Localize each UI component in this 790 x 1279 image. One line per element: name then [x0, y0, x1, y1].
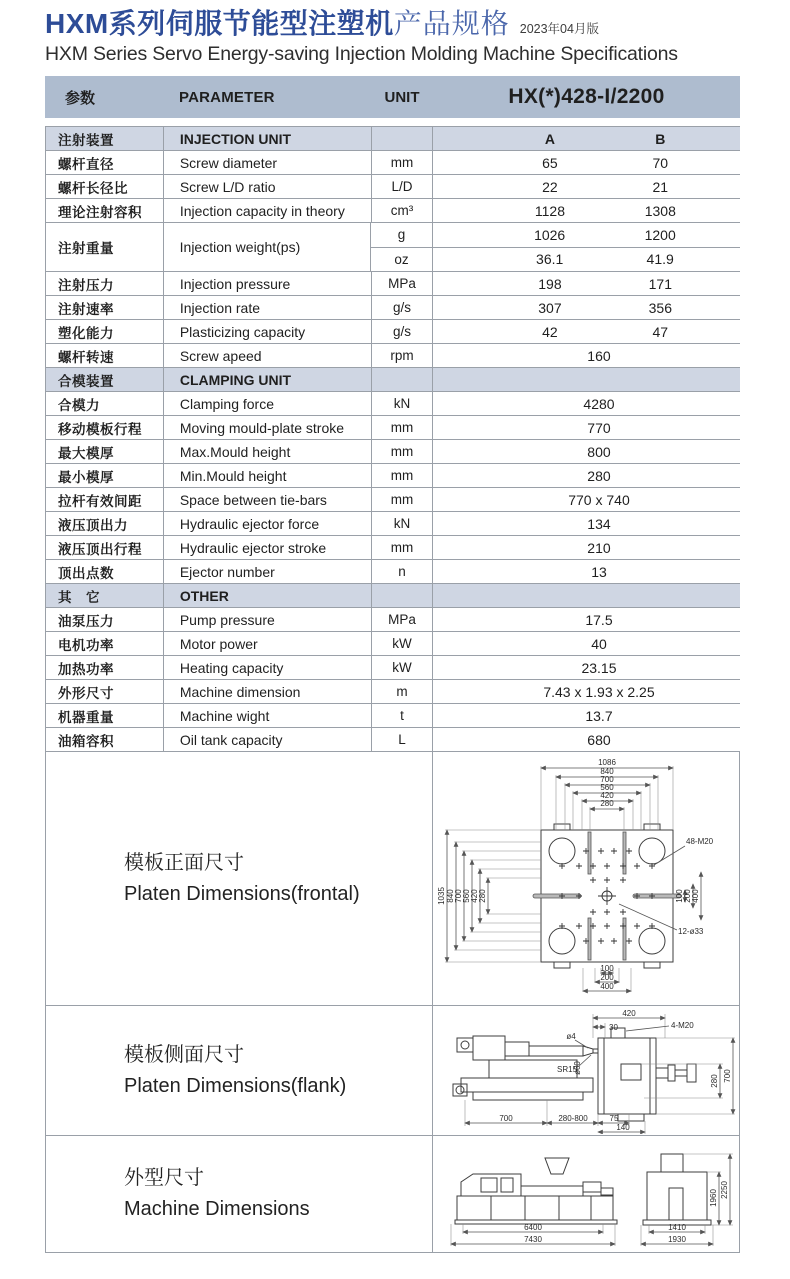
dim-label: 200: [683, 889, 692, 903]
unit-cell: kN: [372, 512, 434, 535]
param-cn-cell: 螺杆长径比: [46, 175, 164, 198]
col-a-label: A: [544, 130, 555, 147]
param-en-cell: Ejector number: [164, 560, 372, 583]
section-cn: 合模装置: [46, 368, 164, 391]
value-cell: [433, 464, 740, 487]
table-row: [46, 175, 740, 199]
table-row: [46, 488, 740, 512]
value-merged: 800: [587, 443, 611, 460]
value-cell: [433, 320, 740, 343]
unit-cell: mm: [372, 536, 434, 559]
unit-cell: mm: [372, 488, 434, 511]
dim-label: 280-800: [558, 1113, 588, 1123]
page-title: [45, 8, 790, 40]
diagram-label-en: Machine Dimensions: [124, 1198, 310, 1221]
section-cn: 注射装置: [46, 127, 164, 150]
dim-label: 400: [600, 981, 614, 991]
diagram-row-frontal: [46, 752, 739, 1006]
unit-cell: [372, 368, 434, 391]
value-merged: 7.43 x 1.93 x 2.25: [543, 683, 655, 700]
table-row-injection-weight: [46, 223, 740, 272]
value-cell: [433, 512, 740, 535]
diagram-label-machine: [46, 1136, 433, 1252]
value-cell: [433, 151, 740, 174]
header-param-cn: 参数: [65, 89, 96, 107]
col-b-label: B: [655, 130, 666, 147]
dim-label: 700: [723, 1069, 732, 1083]
table-row: [46, 728, 740, 752]
param-en-cell: Clamping force: [164, 392, 372, 415]
param-en-cell: Injection pressure: [164, 272, 372, 295]
value-b: 356: [648, 299, 672, 316]
diagram-label-cn: 模板侧面尺寸: [124, 1043, 244, 1066]
spec-table: [45, 76, 740, 1253]
unit-cell: [372, 584, 434, 607]
table-row: [46, 512, 740, 536]
param-en-cell: Max.Mould height: [164, 440, 372, 463]
param-cn-cell: 顶出点数: [46, 560, 164, 583]
unit-cell: L/D: [372, 175, 434, 198]
section-en: CLAMPING UNIT: [164, 368, 372, 391]
subrow-group: [371, 223, 740, 271]
dim-label: 280: [478, 889, 487, 903]
param-cn-cell: 注射压力: [46, 272, 164, 295]
unit-cell: L: [372, 728, 434, 751]
section-row-clamping: [46, 368, 740, 392]
section-en: INJECTION UNIT: [164, 127, 372, 150]
value-b: 70: [652, 154, 669, 171]
callout-bolts-label: 4-M20: [671, 1020, 694, 1030]
value-cell: [433, 560, 740, 583]
value-cell: [433, 368, 740, 391]
diagram-label-cn: 外型尺寸: [124, 1167, 204, 1190]
dim-label: 700: [600, 774, 614, 784]
page-subtitle: HXM Series Servo Energy-saving Injection Molding Machine Specifications: [45, 43, 678, 66]
dim-label: 420: [622, 1008, 636, 1018]
dim-label: 280: [710, 1074, 719, 1088]
unit-cell: mm: [372, 416, 434, 439]
param-cn-cell: 液压顶出行程: [46, 536, 164, 559]
value-cell: [433, 127, 740, 150]
param-cn-cell: 塑化能力: [46, 320, 164, 343]
subrow-oz: [371, 248, 740, 272]
value-a: 307: [538, 299, 562, 316]
value-a: 42: [542, 323, 558, 340]
table-row: [46, 680, 740, 704]
value-merged: 23.15: [581, 659, 617, 676]
diagram-row-flank: [46, 1006, 739, 1136]
dim-label: 6400: [524, 1223, 542, 1233]
callout-bolts-label: 48-M20: [686, 836, 714, 846]
value-merged: 160: [587, 347, 611, 364]
unit-cell: g: [371, 223, 433, 247]
unit-cell: mm: [372, 464, 434, 487]
value-cell: [433, 488, 740, 511]
value-b: 1200: [644, 226, 676, 243]
table-row: [46, 344, 740, 368]
value-b: 47: [652, 323, 669, 340]
value-cell: [433, 392, 740, 415]
param-en-cell: Injection capacity in theory: [164, 199, 372, 222]
param-cn-cell: 合模力: [46, 392, 164, 415]
param-en-cell: Screw apeed: [164, 344, 372, 367]
param-cn-cell: 电机功率: [46, 632, 164, 655]
value-cell: [433, 440, 740, 463]
param-en-cell: Pump pressure: [164, 608, 372, 631]
param-cn-cell: 螺杆转速: [46, 344, 164, 367]
unit-cell: mm: [372, 440, 434, 463]
param-en-cell: Min.Mould height: [164, 464, 372, 487]
value-b: 171: [648, 275, 672, 292]
unit-cell: rpm: [372, 344, 434, 367]
unit-cell: [372, 127, 434, 150]
table-body: [45, 126, 740, 752]
value-cell: [433, 608, 740, 631]
param-cn-cell: 加热功率: [46, 656, 164, 679]
table-row: [46, 464, 740, 488]
param-cn-cell: 液压顶出力: [46, 512, 164, 535]
section-cn: 其 它: [46, 584, 164, 607]
unit-cell: g/s: [372, 320, 434, 343]
table-row: [46, 416, 740, 440]
param-en-cell: Screw diameter: [164, 151, 372, 174]
nozzle-dia-label: ø4: [566, 1031, 576, 1041]
param-en-cell: Injection rate: [164, 296, 372, 319]
value-cell: [433, 344, 740, 367]
ring-dia-label: ø60: [573, 1060, 582, 1075]
machine-svg: [433, 1138, 739, 1250]
dim-label: 1410: [668, 1223, 686, 1233]
table-row: [46, 320, 740, 344]
value-cell: [433, 536, 740, 559]
value-cell: [433, 632, 740, 655]
header-gap: [45, 118, 740, 126]
platen-flank-drawing: [433, 1006, 739, 1135]
dim-label: 700: [454, 889, 463, 903]
machine-drawing: [433, 1136, 739, 1252]
table-row: [46, 272, 740, 296]
value-cell: [433, 223, 740, 247]
value-merged: 13: [591, 563, 607, 580]
table-row: [46, 704, 740, 728]
table-row: [46, 536, 740, 560]
param-en-cell: Machine wight: [164, 704, 372, 727]
param-en-cell: Heating capacity: [164, 656, 372, 679]
dim-label: 400: [691, 889, 700, 903]
dim-label: 280: [600, 798, 614, 808]
title-cn: HXM系列伺服节能型注塑机: [45, 8, 394, 39]
diagram-label-en: Platen Dimensions(frontal): [124, 882, 360, 905]
value-cell: [433, 272, 740, 295]
dim-label: 560: [462, 889, 471, 903]
table-header-row: [45, 76, 740, 118]
param-cn-cell: 注射速率: [46, 296, 164, 319]
param-cn-cell: 注射重量: [46, 223, 164, 271]
value-merged: 134: [587, 515, 611, 532]
table-row: [46, 560, 740, 584]
title-block: [45, 8, 790, 66]
unit-cell: g/s: [372, 296, 434, 319]
param-en-cell: Oil tank capacity: [164, 728, 372, 751]
unit-cell: kW: [372, 632, 434, 655]
section-row-injection: [46, 127, 740, 151]
value-merged: 13.7: [585, 707, 613, 724]
param-cn-cell: 理论注射容积: [46, 199, 164, 222]
value-cell: [433, 175, 740, 198]
platen-flank-svg: [433, 1008, 739, 1134]
dim-label: 420: [600, 790, 614, 800]
platen-frontal-drawing: [433, 752, 739, 1005]
param-en-cell: Screw L/D ratio: [164, 175, 372, 198]
dim-label: 840: [600, 766, 614, 776]
diagram-label-frontal: [46, 752, 433, 1005]
table-row: [46, 199, 740, 223]
table-row: [46, 151, 740, 175]
param-cn-cell: 机器重量: [46, 704, 164, 727]
dim-label: 2250: [720, 1181, 729, 1200]
edition-label: 2023年04月版: [519, 22, 599, 36]
value-cell: [433, 656, 740, 679]
dim-label: 100: [600, 963, 614, 973]
unit-cell: m: [372, 680, 434, 703]
platen-frontal-svg: [433, 754, 739, 1004]
diagram-label-cn: 模板正面尺寸: [124, 851, 244, 874]
dim-label: 30: [609, 1022, 618, 1032]
value-merged: 40: [591, 635, 607, 652]
header-param-en: PARAMETER: [179, 88, 275, 106]
unit-cell: n: [372, 560, 434, 583]
dim-label: 1960: [709, 1189, 718, 1208]
value-cell: [433, 704, 740, 727]
header-model: HX(*)428-I/2200: [508, 85, 665, 109]
value-b: 21: [652, 178, 669, 195]
nozzle-sphere-label: SR15: [557, 1064, 578, 1074]
dim-label: 1086: [598, 757, 616, 767]
section-row-other: [46, 584, 740, 608]
value-a: 198: [538, 275, 562, 292]
value-merged: 17.5: [585, 611, 613, 628]
unit-cell: kN: [372, 392, 434, 415]
dim-label: 1035: [437, 886, 446, 905]
callout-holes-label: 12-ø33: [678, 926, 704, 936]
param-cn-cell: 最大模厚: [46, 440, 164, 463]
value-a: 22: [542, 178, 558, 195]
diagram-label-en: Platen Dimensions(flank): [124, 1074, 347, 1097]
value-b: 41.9: [646, 251, 674, 268]
table-row: [46, 632, 740, 656]
unit-cell: t: [372, 704, 434, 727]
param-en-cell: Moving mould-plate stroke: [164, 416, 372, 439]
param-cn-cell: 外形尺寸: [46, 680, 164, 703]
dim-label: 200: [600, 972, 614, 982]
value-cell: [433, 296, 740, 319]
unit-cell: cm³: [372, 199, 434, 222]
value-b: 1308: [644, 202, 676, 219]
value-merged: 770: [587, 419, 611, 436]
unit-cell: MPa: [372, 272, 434, 295]
value-cell: [433, 680, 740, 703]
dim-label: 7430: [524, 1235, 542, 1245]
diagram-row-machine: [46, 1136, 739, 1252]
table-row: [46, 656, 740, 680]
param-cn-cell: 移动模板行程: [46, 416, 164, 439]
table-row: [46, 392, 740, 416]
table-row: [46, 296, 740, 320]
param-en-cell: Space between tie-bars: [164, 488, 372, 511]
param-en-cell: Plasticizing capacity: [164, 320, 372, 343]
header-unit: UNIT: [384, 88, 420, 106]
value-cell: [433, 416, 740, 439]
param-cn-cell: 油箱容积: [46, 728, 164, 751]
dim-label: 420: [470, 889, 479, 903]
value-merged: 4280: [583, 395, 615, 412]
param-en-cell: Hydraulic ejector force: [164, 512, 372, 535]
param-en-cell: Motor power: [164, 632, 372, 655]
dim-label: 700: [499, 1113, 513, 1123]
value-merged: 210: [587, 539, 611, 556]
value-cell: [433, 248, 740, 272]
value-merged: 680: [587, 731, 611, 748]
unit-cell: MPa: [372, 608, 434, 631]
param-cn-cell: 油泵压力: [46, 608, 164, 631]
value-cell: [433, 728, 740, 751]
unit-cell: oz: [371, 248, 433, 272]
dim-label: 140: [616, 1122, 630, 1132]
section-en: OTHER: [164, 584, 372, 607]
value-cell: [433, 199, 740, 222]
value-a: 1026: [534, 226, 566, 243]
param-cn-cell: 最小模厚: [46, 464, 164, 487]
dim-label: 75: [609, 1113, 619, 1123]
value-cell: [433, 584, 740, 607]
param-en-cell: Injection weight(ps): [164, 223, 371, 271]
table-row: [46, 608, 740, 632]
param-cn-cell: 螺杆直径: [46, 151, 164, 174]
param-en-cell: Machine dimension: [164, 680, 372, 703]
dim-label: 840: [446, 889, 455, 903]
dim-label: 1930: [668, 1235, 686, 1245]
value-merged: 280: [587, 467, 611, 484]
unit-cell: kW: [372, 656, 434, 679]
table-row: [46, 440, 740, 464]
diagram-label-flank: [46, 1006, 433, 1135]
subrow-g: [371, 223, 740, 248]
param-cn-cell: 拉杆有效间距: [46, 488, 164, 511]
value-a: 36.1: [536, 251, 564, 268]
param-en-cell: Hydraulic ejector stroke: [164, 536, 372, 559]
value-a: 1128: [534, 202, 565, 219]
value-a: 65: [542, 154, 558, 171]
dim-label: 560: [600, 782, 614, 792]
diagram-section: [45, 752, 740, 1253]
dim-label: 100: [675, 889, 684, 903]
unit-cell: mm: [372, 151, 434, 174]
value-merged: 770 x 740: [568, 491, 630, 508]
title-suffix: 产品规格: [393, 8, 510, 39]
